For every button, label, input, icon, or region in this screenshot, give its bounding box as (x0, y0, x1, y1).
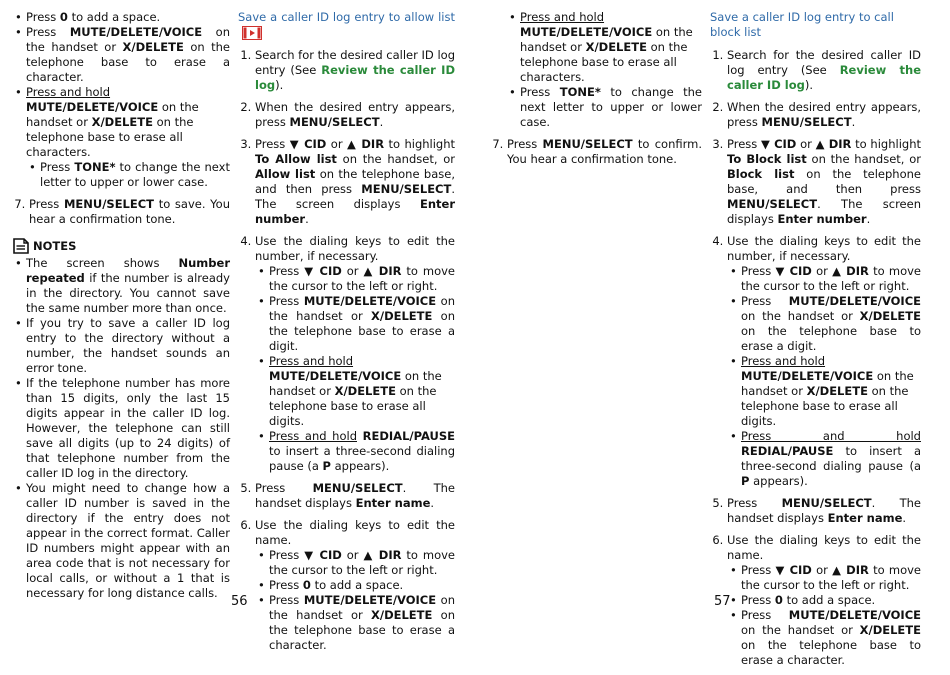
steps-list (12, 197, 230, 227)
right-column-2 (710, 10, 921, 675)
left-column-1 (12, 10, 230, 601)
list-item: • Press MUTE/DELETE/VOICE on the handset or X/DELETE on the telephone base to erase a digit. (269, 294, 455, 354)
step-4: 4. Use the dialing keys to edit the number, if necessary. • Press ▼ CID or ▲ DIR to move the cursor to the left or right. • Press MUTE/DELETE/VOICE on the handset or X/DELETE on the telephone base to erase a digit. • Press and hold MUTE/DELETE/VOICE on the handset or X/DELETE on the telephone base to erase all digits. • Press and hold REDIAL/PAUSE to insert a three-second dialing pause (a P appears). (255, 234, 455, 474)
list-item: • Press MUTE/DELETE/VOICE on the handset or X/DELETE on the telephone base to erase a character. (741, 608, 921, 668)
page-number: 56 (231, 594, 248, 609)
list-item: • Press and hold MUTE/DELETE/VOICE on the handset or X/DELETE on the telephone base to erase all digits. (269, 354, 455, 429)
section-title-block-list: Save a caller ID log entry to call block list (710, 10, 894, 39)
step-7: 7. Press MENU/SELECT to save. You hear a confirmation tone. (29, 197, 230, 227)
list-item: • Press and hold REDIAL/PAUSE to insert a three-second dialing pause (a P appears). (741, 429, 921, 489)
notes-icon (12, 238, 30, 254)
list-item: • Press 0 to add a space. (741, 593, 921, 608)
list-item: • Press and hold REDIAL/PAUSE to insert a three-second dialing pause (a P appears). (269, 429, 455, 474)
list-item: • Press 0 to add a space. (269, 578, 455, 593)
step-7: 7. Press MENU/SELECT to confirm. You hear a confirmation tone. (507, 137, 702, 167)
step-4: 4. Use the dialing keys to edit the number, if necessary. • Press ▼ CID or ▲ DIR to move the cursor to the left or right. • Press MUTE/DELETE/VOICE on the handset or X/DELETE on the telephone base to erase a digit. • Press and hold MUTE/DELETE/VOICE on the handset or X/DELETE on the telephone base to erase all digits. • Press and hold REDIAL/PAUSE to insert a three-second dialing pause (a P appears). (727, 234, 921, 489)
list-item: • Press TONE* to change the next letter to upper or lower case. (40, 160, 230, 190)
notes-list (12, 256, 230, 601)
step-2: 2. When the desired entry appears, press MENU/SELECT. (255, 100, 455, 130)
list-item: • Press and hold MUTE/DELETE/VOICE on the handset or X/DELETE on the telephone base to erase all digits. (741, 354, 921, 429)
list-item: • Press MUTE/DELETE/VOICE on the handset or X/DELETE on the telephone base to erase a character. (26, 25, 230, 85)
step-3: 3. Press ▼ CID or ▲ DIR to highlight To Allow list on the handset, or Allow list on the telephone base, and then press MENU/SELECT. The screen displays Enter number. (255, 137, 455, 227)
list-item: • Press ▼ CID or ▲ DIR to move the cursor to the left or right. (741, 264, 921, 294)
step-2: 2. When the desired entry appears, press MENU/SELECT. (727, 100, 921, 130)
sub-bullet-list (255, 548, 455, 653)
note-item: • You might need to change how a caller ID number is saved in the directory if the entry does not appear in the correct format. Caller ID numbers might appear with an area code that is not necessary for local calls, or without a 1 that is necessary for long distance calls. (26, 481, 230, 601)
list-item: • Press ▼ CID or ▲ DIR to move the cursor to the left or right. (269, 264, 455, 294)
sub-bullet-list (490, 10, 702, 130)
steps-list (710, 48, 921, 668)
step-6: 6. Use the dialing keys to edit the name. • Press ▼ CID or ▲ DIR to move the cursor to the left or right. • Press 0 to add a space. • Press MUTE/DELETE/VOICE on the handset or X/DELETE on the telephone base to erase a character. (727, 533, 921, 668)
note-item: • The screen shows Number repeated if the number is already in the directory. You cannot save the same number more than once. (26, 256, 230, 316)
right-column-1 (490, 10, 702, 174)
list-item: • Press TONE* to change the next letter to upper or lower case. (520, 85, 702, 130)
step-5: 5. Press MENU/SELECT. The handset displays Enter name. (255, 481, 455, 511)
sub-bullet-list (727, 264, 921, 489)
section-title-allow-list: Save a caller ID log entry to allow list (238, 10, 455, 40)
list-item: • Press 0 to add a space. (26, 10, 230, 25)
steps-list (238, 48, 455, 653)
bullet-list (12, 10, 230, 160)
sub-bullet-list (255, 264, 455, 474)
list-item: • Press ▼ CID or ▲ DIR to move the cursor to the left or right. (741, 563, 921, 593)
list-item: • Press MUTE/DELETE/VOICE on the handset or X/DELETE on the telephone base to erase a digit. (741, 294, 921, 354)
note-item: • If the telephone number has more than 15 digits, only the last 15 digits appear in the caller ID log. However, the telephone can still save all digits (up to 24 digits) of that telephone number from the caller ID log in the directory. (26, 376, 230, 481)
left-column-2 (238, 10, 455, 660)
step-3: 3. Press ▼ CID or ▲ DIR to highlight To Block list on the handset, or Block list on the telephone base, and then press MENU/SELECT. The screen displays Enter number. (727, 137, 921, 227)
note-item: • If you try to save a caller ID log entry to the directory without a number, the handset sounds an error tone. (26, 316, 230, 376)
list-item: • Press and hold MUTE/DELETE/VOICE on the handset or X/DELETE on the telephone base to erase all characters. (26, 85, 230, 160)
sub-bullet-list (12, 160, 230, 190)
list-item: • Press MUTE/DELETE/VOICE on the handset or X/DELETE on the telephone base to erase a character. (269, 593, 455, 653)
link-review-caller-id-log[interactable]: Review the caller ID log (255, 63, 455, 92)
list-item: • Press and hold MUTE/DELETE/VOICE on the handset or X/DELETE on the telephone base to erase all characters. (520, 10, 702, 85)
step-1: 1. Search for the desired caller ID log entry (See Review the caller ID log). (727, 48, 921, 93)
list-item: • Press ▼ CID or ▲ DIR to move the cursor to the left or right. (269, 548, 455, 578)
step-6: 6. Use the dialing keys to edit the name. • Press ▼ CID or ▲ DIR to move the cursor to the left or right. • Press 0 to add a space. • Press MUTE/DELETE/VOICE on the handset or X/DELETE on the telephone base to erase a character. (255, 518, 455, 653)
steps-list (490, 137, 702, 167)
sub-bullet-list (727, 563, 921, 668)
video-film-icon (242, 26, 262, 40)
step-1: 1. Search for the desired caller ID log entry (See Review the caller ID log). (255, 48, 455, 93)
link-review-caller-id-log[interactable]: Review the caller ID log (727, 63, 921, 92)
notes-heading: NOTES (12, 238, 230, 254)
step-5: 5. Press MENU/SELECT. The handset displays Enter name. (727, 496, 921, 526)
page-number: 57 (714, 594, 731, 609)
